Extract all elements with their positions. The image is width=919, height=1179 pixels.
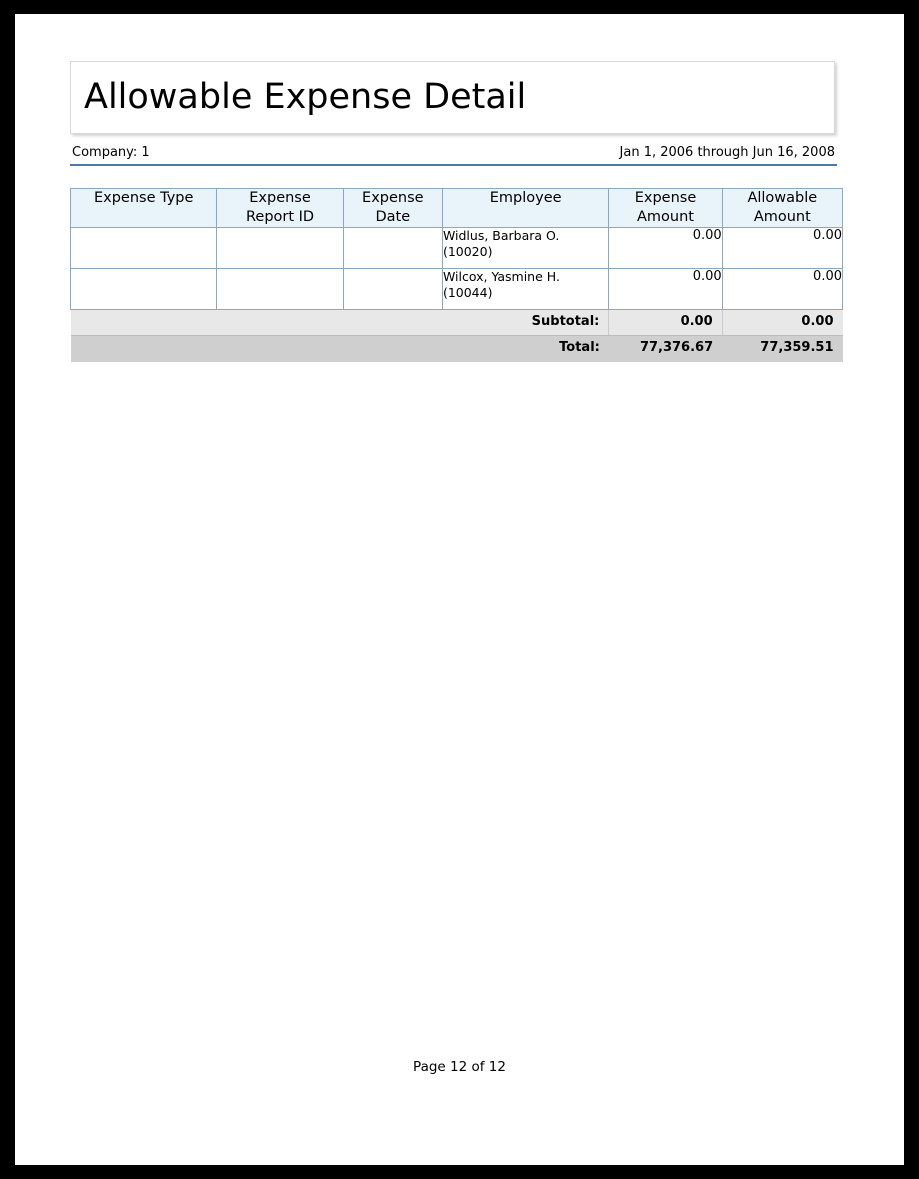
date-range-label: Jan 1, 2006 through Jun 16, 2008 <box>619 145 835 160</box>
cell-expense-date <box>343 269 442 310</box>
page-footer: Page 12 of 12 <box>413 1059 506 1075</box>
total-allowable-amount: 77,359.51 <box>722 336 842 363</box>
column-header-allowable-amount <box>722 189 842 228</box>
column-header-expense-date-line1: Expense <box>362 190 424 206</box>
cell-employee-name: Wilcox, Yasmine H. <box>442 269 560 284</box>
cell-employee-id: (10020) <box>442 244 493 259</box>
report-table-wrapper <box>70 188 843 362</box>
company-label: Company: 1 <box>72 145 150 160</box>
cell-allowable-amount: 0.00 <box>722 228 842 269</box>
column-header-expense-report-id-line1: Expense <box>249 190 311 206</box>
column-header-expense-report-id-line2: Report ID <box>245 209 315 225</box>
column-header-allowable-amount-line2: Amount <box>753 209 811 225</box>
report-content <box>70 61 845 362</box>
cell-employee-name: Widlus, Barbara O. <box>442 228 560 243</box>
table-body <box>71 228 843 363</box>
cell-expense-amount: 0.00 <box>609 228 722 269</box>
subtotal-allowable-amount: 0.00 <box>722 310 842 336</box>
column-header-expense-type <box>71 189 217 228</box>
column-header-expense-type-line1: Expense Type <box>93 190 194 206</box>
cell-employee <box>442 228 608 269</box>
column-header-employee-line1: Employee <box>489 190 562 206</box>
cell-expense-date <box>343 228 442 269</box>
column-header-expense-date-line2: Date <box>375 209 411 225</box>
cell-employee-id: (10044) <box>442 285 493 300</box>
cell-expense-type <box>71 228 217 269</box>
column-header-expense-date <box>343 189 442 228</box>
column-header-expense-report-id <box>217 189 343 228</box>
report-subheader <box>70 144 837 166</box>
subtotal-expense-amount: 0.00 <box>609 310 722 336</box>
cell-allowable-amount: 0.00 <box>722 269 842 310</box>
report-page <box>15 14 904 1165</box>
page-title: Allowable Expense Detail <box>84 77 527 117</box>
allowable-expense-table <box>70 188 843 362</box>
total-row <box>71 336 843 363</box>
cell-employee <box>442 269 608 310</box>
column-header-allowable-amount-line1: Allowable <box>747 190 818 206</box>
cell-expense-type <box>71 269 217 310</box>
cell-expense-report-id <box>217 269 343 310</box>
total-expense-amount: 77,376.67 <box>609 336 722 363</box>
column-header-expense-amount-line1: Expense <box>634 190 697 206</box>
table-header-row <box>71 189 843 228</box>
column-header-expense-amount-line2: Amount <box>637 209 694 225</box>
table-row <box>71 269 843 310</box>
cell-expense-report-id <box>217 228 343 269</box>
total-label: Total: <box>71 336 609 363</box>
table-row <box>71 228 843 269</box>
column-header-expense-amount <box>609 189 722 228</box>
column-header-employee <box>442 189 608 228</box>
subtotal-label: Subtotal: <box>71 310 609 336</box>
table-header <box>71 189 843 228</box>
report-title-banner <box>70 61 835 134</box>
subtotal-row <box>71 310 843 336</box>
cell-expense-amount: 0.00 <box>609 269 722 310</box>
